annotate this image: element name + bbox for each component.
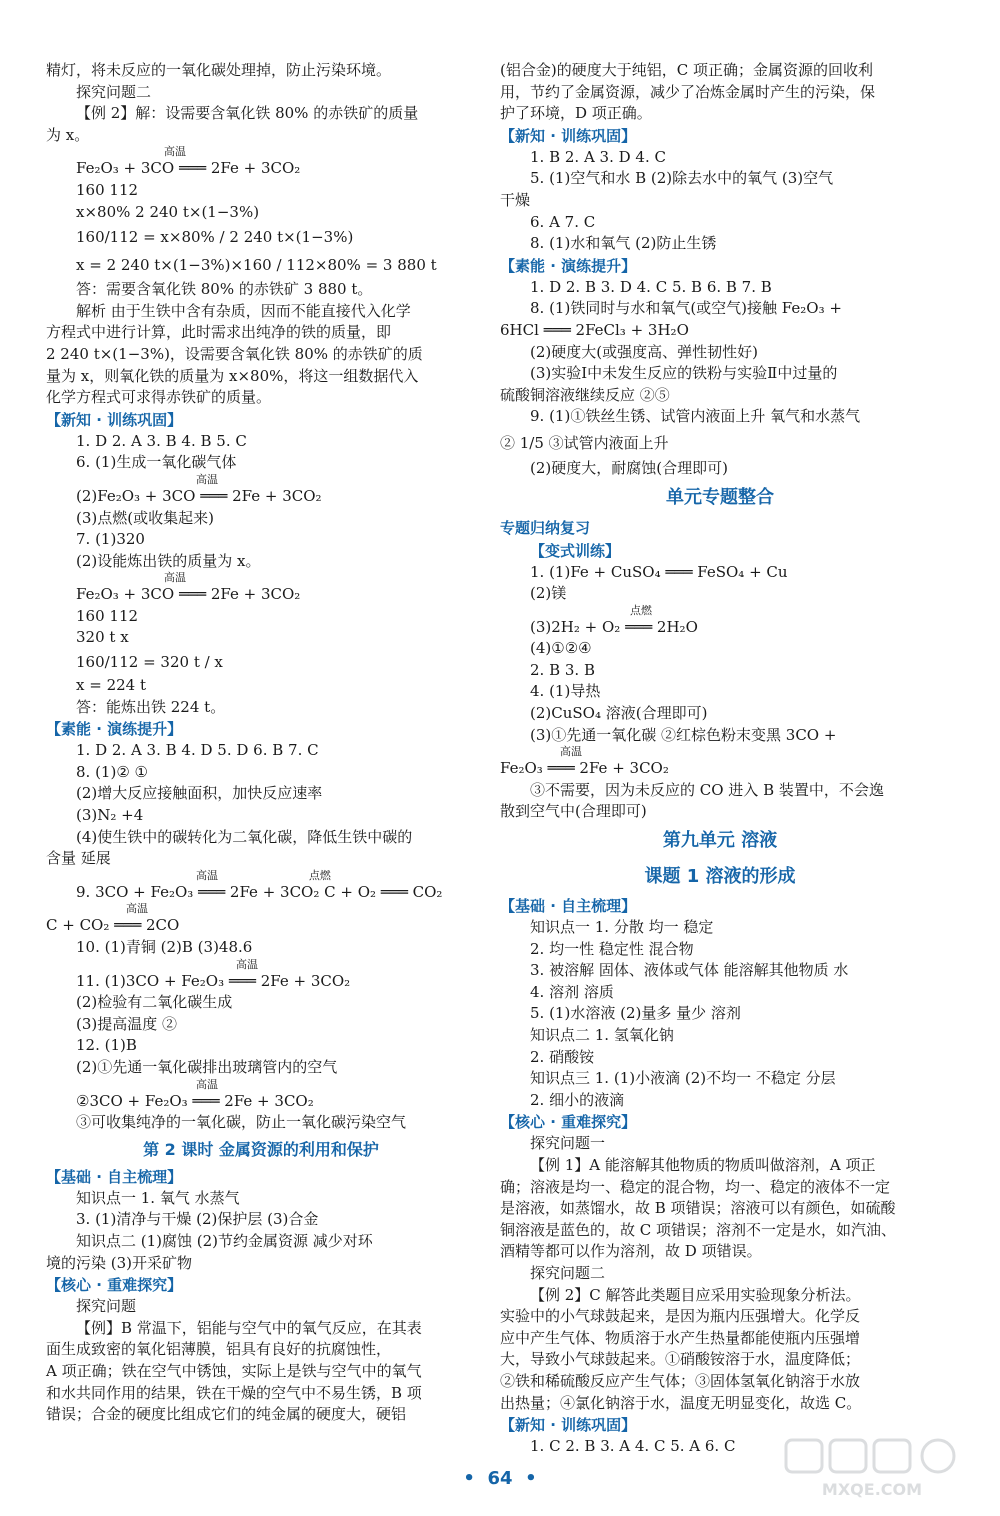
section-header: 专题归纳复习 [500,518,591,537]
answer-line: (3)点燃(或收集起来) [76,508,214,527]
section-header: 【素能 · 演练提升】 [46,720,183,739]
right-column [500,60,940,1458]
equation-condition: 高温 [126,902,148,916]
watermark-logo [782,1436,962,1502]
text-line: 大，导致小气球鼓起来。①硝酸铵溶于水，温度降低； [500,1350,861,1369]
answer-line: 答：能炼出铁 224 t。 [76,697,226,716]
text-line: 和水共同作用的结果，铁在干燥的空气中不易生锈，B 项 [46,1383,422,1402]
equation: 11. (1)3CO + Fe₂O₃ ═══ 2Fe + 3CO₂ [76,971,351,990]
calculation: x = 224 t [76,676,146,695]
answer-line: 6. A 7. C [530,212,596,231]
text-line: 是溶液，如蒸馏水，故 B 项错误；溶液可以有颜色，如硫酸 [500,1199,896,1218]
text-line: 用，节约了金属资源，减少了冶炼金属时产生的污染，保 [500,82,876,101]
answer-line: (4)使生铁中的碳转化为二氧化碳，降低生铁中碳的 [76,827,413,846]
equation-condition: 高温 [164,145,186,159]
unit-heading: 第九单元 溶液 [662,830,778,852]
text-line: 错误；合金的硬度比组成它们的纯金属的硬度大，硬铝 [46,1405,407,1424]
text-line: 160 112 [76,606,139,625]
answer-line: ② 1/5 ③试管内液面上升 [500,433,669,452]
answer-line: (3)实验Ⅰ中未发生反应的铁粉与实验Ⅱ中过量的 [530,364,838,383]
equation: 6HCl ═══ 2FeCl₃ + 3H₂O [500,320,689,339]
answer-line: 1. D 2. A 3. B 4. B 5. C [76,431,247,450]
calculation: x = 2 240 t×(1−3%)×160 / 112×80% = 3 880 t [76,256,437,275]
answer-line: ③可收集纯净的一氧化碳，防止一氧化碳污染空气 [76,1113,407,1132]
text-line: 方程式中进行计算，此时需求出纯净的铁的质量，即 [46,323,392,342]
answer-line: 5. (1)空气和水 B (2)除去水中的氧气 (3)空气 [530,169,834,188]
text-line: 出热量；④氯化钠溶于水，温度无明显变化，故选 C。 [500,1393,862,1412]
answer-line: (2)检验有二氧化碳生成 [76,993,233,1012]
proportion: 160/112 = 320 t / x [76,653,223,672]
answer-line: 1. B 2. A 3. D 4. C [530,147,666,166]
answer-line: 知识点二 (1)腐蚀 (2)节约金属资源 减少对环 [76,1231,373,1250]
subsection-label: 探究问题一 [530,1134,606,1153]
text-line: 量为 x，则氧化铁的质量为 x×80%，将这一组数据代入 [46,366,419,385]
answer-line: (2)硬度大(或强度高、弹性韧性好) [530,342,758,361]
answer-line: (2)设能炼出铁的质量为 x。 [76,551,261,570]
text-line: 【例 1】A 能溶解其他物质的物质叫做溶剂，A 项正 [530,1155,876,1174]
answer-line: (2)增大反应接触面积，加快反应速率 [76,784,323,803]
answer-line: (4)①②④ [530,639,592,658]
text-line: 硫酸铜溶液继续反应 ②⑤ [500,385,670,404]
text-line: 2 240 t×(1−3%)，设需要含氧化铁 80% 的赤铁矿的质 [46,344,423,363]
text-line: 护了环境，D 项正确。 [500,104,652,123]
dot-icon: • [512,1468,537,1489]
answer-line: 知识点三 1. (1)小液滴 (2)不均一 不稳定 分层 [530,1069,836,1088]
watermark-text: MXQE.COM [821,1480,923,1499]
lesson-heading: 课题 1 溶液的形成 [644,866,796,888]
text-line: 面生成致密的氧化铝薄膜，铝具有良好的抗腐蚀性， [46,1340,392,1359]
text-line: 【例 2】C 解答此类题目应采用实验现象分析法。 [530,1285,861,1304]
section-header: 【素能 · 演练提升】 [500,256,637,275]
equation: Fe₂O₃ + 3CO ═══ 2Fe + 3CO₂ [76,159,301,178]
answer-line: 知识点一 1. 氧气 水蒸气 [76,1188,240,1207]
answer-line: (2)①先通一氧化碳排出玻璃管内的空气 [76,1057,338,1076]
subsection-label: 探究问题二 [530,1263,606,1282]
text-line: 确；溶液是均一、稳定的混合物，均一、稳定的液体不一定 [500,1177,891,1196]
text-line: 铜溶液是蓝色的，故 C 项错误；溶剂不一定是水，如汽油、 [500,1220,897,1239]
answer-line: 8. (1)铁同时与水和氧气(或空气)接触 Fe₂O₃ + [530,299,842,318]
text-line: 实验中的小气球鼓起来，是因为瓶内压强增大。化学反 [500,1307,861,1326]
answer-line: 2. 硝酸铵 [530,1047,595,1066]
answer-line: (3)N₂ +4 [76,806,144,825]
answer-line: 2. 细小的液滴 [530,1090,625,1109]
answer-line: 4. 溶剂 溶质 [530,982,614,1001]
answer-line: 知识点二 1. 氢氧化钠 [530,1026,674,1044]
section-header: 【新知 · 训练巩固】 [46,410,183,429]
equation: (3)2H₂ + O₂ ═══ 2H₂O [530,617,698,636]
subsection-label: 探究问题二 [76,82,152,101]
watermark-icon [782,1436,962,1476]
equation-condition: 高温 点燃 [196,868,331,882]
equation: 1. (1)Fe + CuSO₄ ═══ FeSO₄ + Cu [530,562,788,581]
text-line: 【例】B 常温下，铝能与空气中的氧气反应，在其表 [76,1318,422,1337]
text-line: 320 t x [76,628,129,647]
equation-condition: 高温 [164,571,186,585]
text-line: 干燥 [500,190,531,209]
equation: (2)Fe₂O₃ + 3CO ═══ 2Fe + 3CO₂ [76,486,322,505]
answer-line: 8. (1)② ① [76,762,148,781]
equation-condition: 高温 [236,957,258,971]
equation: ②3CO + Fe₂O₃ ═══ 2Fe + 3CO₂ [76,1091,314,1110]
text-line: 散到空气中(合理即可) [500,802,647,821]
text-line: (铝合金)的硬度大于纯铝，C 项正确；金属资源的回收利 [500,61,873,79]
answer-line: (2)硬度大，耐腐蚀(合理即可) [530,458,728,477]
text-line: 境的污染 (3)开采矿物 [46,1253,193,1272]
answer-line: ③不需要，因为未反应的 CO 进入 B 装置中，不会逸 [530,780,884,799]
answer-line: 4. (1)导热 [530,682,601,701]
answer-line: 6. (1)生成一氧化碳气体 [76,453,237,472]
section-header: 【核心 · 重难探究】 [46,1276,183,1295]
unit-heading: 单元专题整合 [666,486,774,508]
section-header: 【变式训练】 [530,541,621,560]
answer-line: 知识点一 1. 分散 均一 稳定 [530,918,714,937]
text-line: 化学方程式可求得赤铁矿的质量。 [46,388,272,407]
section-header: 【新知 · 训练巩固】 [500,126,637,145]
page-number-text: 64 [487,1468,513,1489]
lesson-heading: 第 2 课时 金属资源的利用和保护 [143,1139,379,1159]
equation: Fe₂O₃ + 3CO ═══ 2Fe + 3CO₂ [76,585,301,604]
answer-line: (2)镁 [530,584,567,603]
answer-line: 2. B 3. B [530,660,595,679]
answer-line: 1. D 2. A 3. B 4. D 5. D 6. B 7. C [76,741,319,760]
answer-line: 3. 被溶解 固体、液体或气体 能溶解其他物质 水 [530,961,849,980]
section-header: 【基础 · 自主梳理】 [500,897,637,916]
text-line: 含量 延展 [46,849,111,868]
answer-line: 9. (1)①铁丝生锈、试管内液面上升 氧气和水蒸气 [530,407,861,426]
text-line: 应中产生气体、物质溶于水产生热量都能使瓶内压强增 [500,1328,861,1347]
text-line: 【例 2】解：设需要含氧化铁 80% 的赤铁矿的质量 [76,104,419,123]
equation: C + CO₂ ═══ 2CO [46,916,180,935]
text-line: A 项正确；铁在空气中锈蚀，实际上是铁与空气中的氧气 [46,1361,422,1380]
text-line: 160 112 [76,180,139,199]
equation-condition: 高温 [560,745,582,759]
answer-line: 10. (1)青铜 (2)B (3)48.6 [76,938,253,956]
text-line: 精灯，将未反应的一氧化碳处理掉，防止污染环境。 [46,61,392,79]
equation-condition: 高温 [196,1077,218,1091]
equation-condition: 高温 [196,472,218,486]
answer-line: 1. D 2. B 3. D 4. C 5. B 6. B 7. B [530,277,772,296]
answer-line: 7. (1)320 [76,530,145,549]
dot-icon: • [463,1468,488,1489]
answer-line: 3. (1)清净与干燥 (2)保护层 (3)合金 [76,1210,319,1229]
answer-line: 答：需要含氧化铁 80% 的赤铁矿 3 880 t。 [76,280,373,299]
text-line: x×80% 2 240 t×(1−3%) [76,202,260,221]
answer-line: 8. (1)水和氧气 (2)防止生锈 [530,234,717,253]
left-column [46,60,476,1426]
equation: 9. 3CO + Fe₂O₃ ═══ 2Fe + 3CO₂ C + O₂ ═══ CO₂ [76,882,443,901]
text-line: 酒精等都可以作为溶剂，故 D 项错误。 [500,1242,762,1261]
answer-line: 1. C 2. B 3. A 4. C 5. A 6. C [530,1437,736,1456]
answer-line: (3)①先通一氧化碳 ②红棕色粉末变黑 3CO + [530,725,837,744]
equation-condition: 点燃 [630,603,652,617]
answer-line: 2. 均一性 稳定性 混合物 [530,939,694,958]
section-header: 【新知 · 训练巩固】 [500,1416,637,1435]
section-header: 【基础 · 自主梳理】 [46,1167,183,1186]
answer-line: 12. (1)B [76,1036,137,1055]
subsection-label: 探究问题 [76,1297,137,1316]
text-line: 为 x。 [46,125,90,144]
section-header: 【核心 · 重难探究】 [500,1113,637,1132]
text-line: ②铁和稀硫酸反应产生气体；③固体氢氧化钠溶于水放 [500,1371,861,1390]
answer-line: (3)提高温度 ② [76,1014,178,1033]
analysis-line: 解析 由于生铁中含有杂质，因而不能直接代入化学 [76,301,411,320]
equation: Fe₂O₃ ═══ 2Fe + 3CO₂ [500,759,669,778]
answer-line: (2)CuSO₄ 溶液(合理即可) [530,704,708,723]
proportion: 160/112 = x×80% / 2 240 t×(1−3%) [76,228,354,247]
answer-line: 5. (1)水溶液 (2)量多 量少 溶剂 [530,1004,741,1023]
